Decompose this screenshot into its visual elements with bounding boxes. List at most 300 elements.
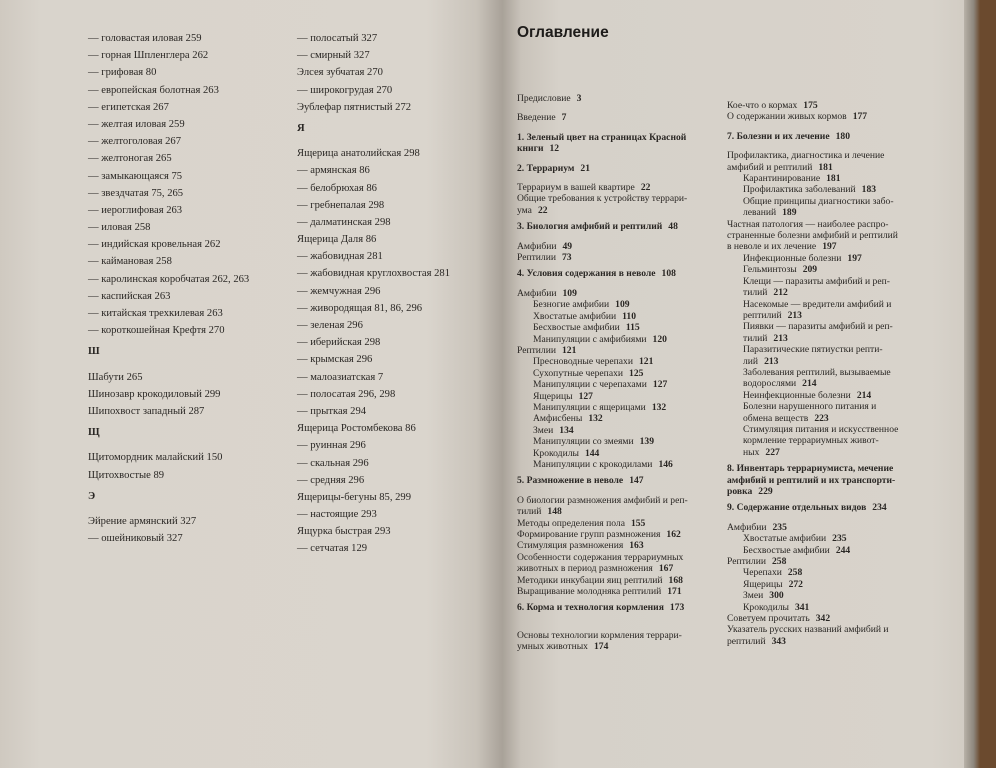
- toc-entry[interactable]: [727, 287, 898, 298]
- spacer: [727, 514, 898, 522]
- toc-page-number: 127: [652, 379, 668, 391]
- toc-entry-text: тилий: [743, 287, 768, 299]
- toc-page-number: 181: [818, 161, 833, 173]
- index-entry: — руинная 296: [297, 440, 366, 452]
- toc-entry[interactable]: [727, 567, 898, 578]
- toc-page-number: 22: [640, 182, 651, 194]
- toc-page-number: 148: [547, 506, 562, 518]
- toc-page-number: 132: [588, 413, 603, 425]
- toc-entry-text: рептилий: [727, 635, 766, 647]
- toc-entry-text: Пиявки — паразиты амфибий и реп-: [743, 321, 893, 333]
- toc-column-2: [727, 100, 898, 647]
- index-entry: — желтоногая 265: [88, 153, 172, 165]
- toc-entry-text: Манипуляции с крокодилами: [533, 458, 653, 470]
- index-entry: — европейская болотная 263: [88, 84, 219, 96]
- toc-entry[interactable]: [727, 111, 898, 122]
- toc-page-number: 125: [629, 367, 644, 379]
- toc-entry[interactable]: [727, 196, 898, 207]
- toc-chapter-heading[interactable]: [727, 463, 898, 474]
- toc-entry-text: тилий: [743, 332, 768, 344]
- toc-page-number: 343: [771, 635, 786, 647]
- toc-entry[interactable]: [727, 344, 898, 355]
- toc-entry[interactable]: [727, 522, 898, 533]
- toc-page-number: 168: [668, 574, 683, 586]
- toc-chapter-heading[interactable]: [727, 502, 898, 513]
- toc-page-number: 163: [629, 540, 644, 552]
- toc-entry[interactable]: [517, 93, 688, 104]
- toc-page-number: 121: [638, 356, 654, 368]
- toc-entry-text: Рептилии: [517, 344, 556, 356]
- toc-entry[interactable]: [517, 288, 688, 299]
- toc-entry-text: 2. Террариум: [517, 162, 575, 174]
- toc-entry-text: Заболевания рептилий, вызываемые: [743, 366, 891, 378]
- toc-entry[interactable]: [727, 207, 898, 218]
- toc-entry-text: Инфекционные болезни: [743, 252, 842, 264]
- toc-entry-text: Предисловие: [517, 93, 571, 104]
- index-entry: — зеленая 296: [297, 320, 363, 331]
- toc-entry[interactable]: [517, 630, 688, 641]
- toc-entry[interactable]: [517, 552, 688, 563]
- index-column-1: [88, 30, 249, 547]
- toc-entry[interactable]: [727, 624, 898, 635]
- toc-entry-text: Формирование групп размножения: [517, 529, 661, 540]
- toc-page-number: 300: [769, 590, 784, 602]
- index-entry: — каспийская 263: [88, 290, 171, 302]
- toc-entry[interactable]: [727, 579, 898, 590]
- index-entry: Щитомордник малайский 150: [88, 452, 223, 464]
- toc-entry-text: Черепахи: [743, 567, 782, 579]
- toc-entry-text: Профилактика, диагностика и лечение: [727, 150, 885, 162]
- toc-entry[interactable]: [727, 636, 898, 647]
- spacer: [517, 124, 688, 132]
- toc-chapter-heading[interactable]: [517, 268, 688, 279]
- toc-entry[interactable]: [727, 264, 898, 275]
- toc-entry-text: водорослями: [743, 378, 797, 390]
- toc-entry-text: Клещи — паразиты амфибий и реп-: [743, 275, 890, 287]
- toc-entry[interactable]: [727, 613, 898, 624]
- index-column-2: [297, 30, 450, 558]
- toc-entry-text: кормление террариумных живот-: [743, 435, 879, 447]
- toc-entry[interactable]: [517, 356, 688, 367]
- toc-entry[interactable]: [517, 345, 688, 356]
- index-entry: Ящерица Даля 86: [297, 234, 377, 246]
- toc-page-number: 183: [861, 184, 877, 196]
- toc-page-number: 175: [803, 100, 818, 111]
- toc-entry-text: обмена веществ: [743, 412, 809, 424]
- toc-entry[interactable]: [517, 575, 688, 586]
- toc-page-number: 127: [578, 390, 593, 402]
- index-entry: — широкогрудая 270: [297, 84, 393, 96]
- toc-entry-text: Указатель русских названий амфибий и: [727, 624, 889, 636]
- toc-chapter-heading[interactable]: [517, 132, 688, 143]
- toc-entry-text: Змеи: [533, 424, 554, 436]
- toc-entry[interactable]: [727, 241, 898, 252]
- toc-page-number: 213: [764, 355, 779, 367]
- toc-entry[interactable]: [517, 436, 688, 447]
- index-entry: — желтоголовая 267: [88, 136, 181, 148]
- toc-entry-text: Насекомые — вредители амфибий и: [743, 298, 892, 310]
- toc-chapter-heading[interactable]: [517, 163, 688, 174]
- index-entry: — каролинская коробчатая 262, 263: [88, 273, 250, 285]
- toc-entry-text: Гельминтозы: [743, 264, 797, 276]
- toc-entry[interactable]: [727, 321, 898, 332]
- toc-page-number: 258: [787, 567, 803, 579]
- toc-entry-text: Пресноводные черепахи: [533, 356, 633, 368]
- toc-entry-text: ровка: [727, 486, 753, 497]
- toc-entry[interactable]: [727, 173, 898, 184]
- toc-entry[interactable]: [727, 253, 898, 264]
- toc-page-number: 21: [580, 162, 591, 174]
- toc-page-number: 120: [652, 333, 667, 345]
- spacer: [517, 233, 688, 241]
- toc-entry-text: Манипуляции со змеями: [533, 436, 634, 448]
- toc-entry[interactable]: [727, 333, 898, 344]
- index-entry: — иловая 258: [88, 222, 151, 234]
- index-entry: — белобрюхая 86: [297, 182, 377, 194]
- toc-entry[interactable]: [727, 447, 898, 458]
- index-entry: — жабовидная круглохвостая 281: [297, 268, 450, 280]
- toc-chapter-heading[interactable]: [727, 131, 898, 142]
- toc-entry-text: О содержании живых кормов: [727, 111, 847, 123]
- toc-entry[interactable]: [517, 425, 688, 436]
- toc-entry-text: ума: [517, 204, 532, 216]
- toc-entry-text: Кое-что о кормах: [727, 100, 798, 111]
- index-entry: — настоящие 293: [297, 509, 377, 521]
- toc-entry-text: Амфибии: [727, 521, 767, 533]
- toc-entry-text: страненные болезни амфибий и рептилий: [727, 230, 898, 242]
- toc-entry[interactable]: [517, 241, 688, 252]
- index-entry: Щитохвостые 89: [88, 469, 165, 481]
- spacer: [517, 174, 688, 182]
- toc-entry-text: Змеи: [743, 590, 764, 602]
- toc-entry-text: Стимуляция размножения: [517, 540, 624, 552]
- toc-page-number: 73: [561, 252, 572, 264]
- toc-entry[interactable]: [727, 424, 898, 435]
- toc-entry-text: Крокодилы: [533, 447, 579, 459]
- toc-entry[interactable]: [727, 401, 898, 412]
- index-entry: — гребнепалая 298: [297, 199, 385, 211]
- index-entry: — малоазиатская 7: [297, 371, 384, 383]
- toc-entry-text: 3. Биология амфибий и рептилий: [517, 221, 663, 233]
- toc-entry-text: Введение: [517, 112, 556, 124]
- toc-entry-text: Манипуляции с черепахами: [533, 379, 647, 391]
- toc-page-number: 235: [772, 521, 787, 533]
- toc-page-number: 212: [773, 287, 788, 299]
- spacer: [517, 614, 688, 622]
- toc-entry-text: Хвостатые амфибии: [533, 310, 617, 322]
- toc-entry[interactable]: [727, 413, 898, 424]
- index-entry: — короткошейная Крефтя 270: [88, 325, 225, 337]
- toc-column-1: [517, 93, 688, 653]
- toc-entry[interactable]: [727, 299, 898, 310]
- toc-entry-text: Бесхвостые амфибии: [743, 544, 830, 556]
- toc-page-number: 121: [561, 344, 577, 356]
- toc-entry-text: 1. Зеленый цвет на страницах Красной: [517, 131, 687, 143]
- toc-entry[interactable]: [517, 112, 688, 123]
- toc-page-number: 234: [872, 502, 887, 514]
- toc-entry-text: Амфисбены: [533, 413, 583, 425]
- index-entry: — смирный 327: [297, 50, 370, 62]
- toc-page-number: 180: [835, 130, 850, 142]
- toc-entry-text: Методики инкубации яиц рептилий: [517, 574, 663, 586]
- toc-entry[interactable]: [517, 529, 688, 540]
- toc-entry-text: Ящерицы: [533, 390, 573, 402]
- toc-entry-text: Сухопутные черепахи: [533, 367, 624, 379]
- index-entry: Эублефар пятнистый 272: [297, 101, 412, 113]
- toc-entry-text: Амфибии: [517, 287, 557, 299]
- toc-entry[interactable]: [727, 150, 898, 161]
- toc-page-number: 115: [625, 322, 640, 334]
- toc-entry[interactable]: [517, 205, 688, 216]
- toc-entry-text: книги: [517, 143, 544, 155]
- toc-entry-text: 5. Размножение в неволе: [517, 475, 624, 487]
- toc-entry-text: амфибий и рептилий: [727, 161, 813, 173]
- toc-entry-text: О биологии размножения амфибий и реп-: [517, 494, 688, 506]
- toc-page-number: 108: [661, 268, 676, 280]
- toc-page-number: 223: [814, 412, 829, 424]
- index-letter-heading: Щ: [88, 427, 100, 439]
- toc-entry-text: Крокодилы: [743, 601, 789, 613]
- index-entry: — горная Шпленглера 262: [88, 50, 209, 62]
- toc-entry-text: в неволе и их лечение: [727, 241, 817, 253]
- index-entry: — жабовидная 281: [297, 251, 383, 263]
- index-entry: — прыткая 294: [297, 405, 367, 417]
- toc-entry-text: умных животных: [517, 641, 588, 653]
- toc-entry[interactable]: [517, 459, 688, 470]
- spacer: [517, 155, 688, 163]
- toc-entry[interactable]: [517, 495, 688, 506]
- toc-entry-text: 4. Условия содержания в неволе: [517, 268, 656, 280]
- index-entry: — средняя 296: [297, 474, 365, 486]
- toc-page-number: 181: [826, 173, 841, 185]
- toc-page-number: 49: [562, 240, 573, 252]
- toc-page-number: 22: [537, 204, 548, 216]
- index-entry: Шабути 265: [88, 371, 143, 383]
- toc-entry[interactable]: [727, 556, 898, 567]
- toc-entry-text: 8. Инвентарь террариумиста, мечение: [727, 463, 894, 475]
- index-entry: — крымская 296: [297, 354, 373, 366]
- toc-entry[interactable]: [517, 368, 688, 379]
- toc-chapter-heading[interactable]: [517, 221, 688, 232]
- spacer: [727, 123, 898, 131]
- toc-entry-text: ных: [743, 446, 760, 458]
- spacer: [727, 142, 898, 150]
- toc-page-number: 12: [549, 143, 560, 155]
- toc-page-number: 258: [771, 556, 787, 568]
- toc-entry-text: Общие принципы диагностики забо-: [743, 195, 894, 207]
- spacer: [517, 622, 688, 630]
- toc-entry-text: амфибий и рептилий и их транспорти-: [727, 474, 896, 486]
- toc-entry-text: Частная патология — наиболее распро-: [727, 218, 889, 230]
- toc-page-number: 109: [562, 287, 577, 299]
- toc-entry-text: Профилактика заболеваний: [743, 184, 856, 196]
- toc-entry[interactable]: [517, 641, 688, 652]
- index-entry: Ящерица Ростомбекова 86: [297, 423, 416, 435]
- toc-entry[interactable]: [727, 533, 898, 544]
- toc-entry[interactable]: [517, 252, 688, 263]
- toc-entry-text: Рептилии: [517, 252, 556, 264]
- toc-entry[interactable]: [517, 586, 688, 597]
- toc-entry[interactable]: [727, 310, 898, 321]
- toc-entry[interactable]: [727, 219, 898, 230]
- toc-page-number: 109: [615, 299, 630, 311]
- index-entry: — замыкающаяся 75: [88, 170, 183, 182]
- toc-page-number: 110: [622, 310, 637, 322]
- toc-entry-text: Болезни нарушенного питания и: [743, 401, 877, 413]
- toc-chapter-heading[interactable]: [727, 486, 898, 497]
- toc-page-number: 227: [765, 446, 780, 458]
- toc-chapter-heading[interactable]: [517, 475, 688, 486]
- toc-entry[interactable]: [727, 367, 898, 378]
- toc-page-number: 132: [651, 401, 667, 413]
- toc-entry-text: Манипуляции с ящерицами: [533, 401, 646, 413]
- toc-page-number: 162: [666, 529, 681, 540]
- toc-entry[interactable]: [727, 356, 898, 367]
- toc-entry-text: лий: [743, 355, 759, 367]
- toc-entry[interactable]: [517, 322, 688, 333]
- toc-entry[interactable]: [517, 402, 688, 413]
- toc-entry-text: Паразитические пятиустки репти-: [743, 344, 883, 356]
- toc-entry-text: рептилий: [743, 309, 782, 321]
- index-entry: Эйрение армянский 327: [88, 515, 197, 527]
- toc-page-number: 173: [669, 602, 685, 614]
- toc-page-number: 342: [815, 613, 831, 625]
- toc-entry[interactable]: [517, 311, 688, 322]
- toc-entry-text: Ящерицы: [743, 578, 783, 590]
- toc-entry[interactable]: [517, 448, 688, 459]
- toc-entry-text: 9. Содержание отдельных видов: [727, 502, 867, 514]
- index-entry: — индийская кровельная 262: [88, 239, 221, 251]
- toc-page-number: 213: [773, 332, 788, 344]
- toc-entry[interactable]: [517, 563, 688, 574]
- toc-entry[interactable]: [727, 378, 898, 389]
- toc-entry-text: Манипуляции с амфибиями: [533, 333, 647, 345]
- toc-entry[interactable]: [517, 540, 688, 551]
- toc-entry[interactable]: [727, 100, 898, 111]
- toc-page-number: 171: [667, 586, 682, 598]
- index-entry: — ошейниковый 327: [88, 533, 183, 545]
- toc-entry[interactable]: [517, 413, 688, 424]
- toc-page-number: 189: [782, 207, 797, 219]
- toc-page-number: 155: [630, 517, 646, 529]
- toc-entry-text: Амфибии: [517, 240, 557, 252]
- toc-entry-text: 7. Болезни и их лечение: [727, 130, 830, 142]
- toc-page-number: 134: [559, 424, 574, 436]
- toc-entry[interactable]: [517, 182, 688, 193]
- toc-entry-text: Бесхвостые амфибии: [533, 322, 620, 334]
- toc-entry[interactable]: [727, 390, 898, 401]
- toc-entry-text: Особенности содержания террариумных: [517, 551, 684, 563]
- toc-page-number: 147: [629, 475, 644, 487]
- toc-entry[interactable]: [727, 435, 898, 446]
- toc-chapter-heading[interactable]: [517, 143, 688, 154]
- toc-page-number: 174: [593, 641, 609, 653]
- toc-entry[interactable]: [727, 230, 898, 241]
- index-entry: — иероглифовая 263: [88, 204, 183, 216]
- index-entry: — сетчатая 129: [297, 543, 368, 555]
- index-entry: — жемчужная 296: [297, 285, 381, 297]
- index-letter-heading: Э: [88, 490, 96, 502]
- toc-entry-text: 6. Корма и технология кормления: [517, 602, 664, 614]
- page-edge: [964, 0, 980, 768]
- toc-entry-text: Выращивание молодняка рептилий: [517, 586, 662, 598]
- toc-page-number: 229: [758, 486, 773, 497]
- index-entry: — головастая иловая 259: [88, 33, 202, 44]
- toc-entry[interactable]: [517, 334, 688, 345]
- toc-entry[interactable]: [727, 590, 898, 601]
- toc-page-number: 7: [561, 112, 567, 124]
- toc-page-number: 214: [802, 378, 817, 390]
- spacer: [517, 280, 688, 288]
- toc-entry[interactable]: [517, 299, 688, 310]
- toc-page-number: 167: [658, 563, 674, 575]
- toc-page-number: 213: [787, 309, 802, 321]
- toc-entry[interactable]: [517, 506, 688, 517]
- toc-chapter-heading[interactable]: [517, 602, 688, 613]
- index-entry: — полосатая 296, 298: [297, 388, 396, 400]
- toc-entry[interactable]: [517, 379, 688, 390]
- index-letter-heading: Ш: [88, 346, 100, 358]
- toc-entry-text: Советуем прочитать: [727, 613, 810, 625]
- toc-page-number: 197: [847, 252, 862, 264]
- toc-page-number: 146: [658, 458, 673, 470]
- toc-entry[interactable]: [727, 184, 898, 195]
- toc-entry-text: Хвостатые амфибии: [743, 533, 827, 545]
- toc-entry[interactable]: [727, 276, 898, 287]
- toc-entry-text: тилий: [517, 506, 542, 518]
- toc-entry-text: животных в период размножения: [517, 563, 653, 575]
- toc-page-number: 177: [852, 111, 868, 123]
- index-entry: Элсея зубчатая 270: [297, 67, 383, 79]
- index-entry: — египетская 267: [88, 101, 169, 113]
- toc-page-number: 197: [822, 241, 837, 253]
- index-entry: — грифовая 80: [88, 67, 157, 79]
- toc-page-number: 244: [835, 544, 851, 556]
- toc-page-number: 272: [788, 578, 803, 590]
- toc-entry-text: Неинфекционные болезни: [743, 389, 851, 401]
- toc-entry[interactable]: [727, 545, 898, 556]
- toc-title: Оглавление: [517, 24, 609, 41]
- toc-entry-text: Карантинирование: [743, 173, 821, 185]
- index-entry: Шипохвост западный 287: [88, 405, 205, 417]
- toc-entry[interactable]: [727, 602, 898, 613]
- spacer: [517, 104, 688, 112]
- index-entry: — далматинская 298: [297, 216, 391, 228]
- index-entry: — звездчатая 75, 265: [88, 187, 184, 199]
- toc-entry-text: Основы технологии кормления террари-: [517, 629, 682, 641]
- toc-page-number: 209: [802, 264, 818, 276]
- toc-page-number: 235: [832, 533, 847, 545]
- toc-page-number: 214: [856, 389, 872, 401]
- toc-entry[interactable]: [727, 162, 898, 173]
- toc-entry-text: Общие требования к устройству террари-: [517, 193, 688, 205]
- toc-page-number: 341: [794, 601, 810, 613]
- toc-entry-text: Безногие амфибии: [533, 299, 610, 311]
- toc-entry[interactable]: [517, 193, 688, 204]
- toc-page-number: 139: [639, 436, 655, 448]
- toc-entry[interactable]: [517, 518, 688, 529]
- index-entry: — китайская трехкилевая 263: [88, 308, 223, 319]
- toc-page-number: 3: [576, 93, 582, 104]
- toc-chapter-heading[interactable]: [727, 475, 898, 486]
- toc-entry[interactable]: [517, 391, 688, 402]
- index-entry: Ящерица анатолийская 298: [297, 148, 420, 160]
- toc-page-number: 144: [584, 447, 600, 459]
- toc-entry-text: Методы определения пола: [517, 517, 625, 529]
- index-entry: — желтая иловая 259: [88, 118, 185, 130]
- index-entry: — армянская 86: [297, 165, 370, 177]
- toc-page-number: 48: [668, 221, 678, 233]
